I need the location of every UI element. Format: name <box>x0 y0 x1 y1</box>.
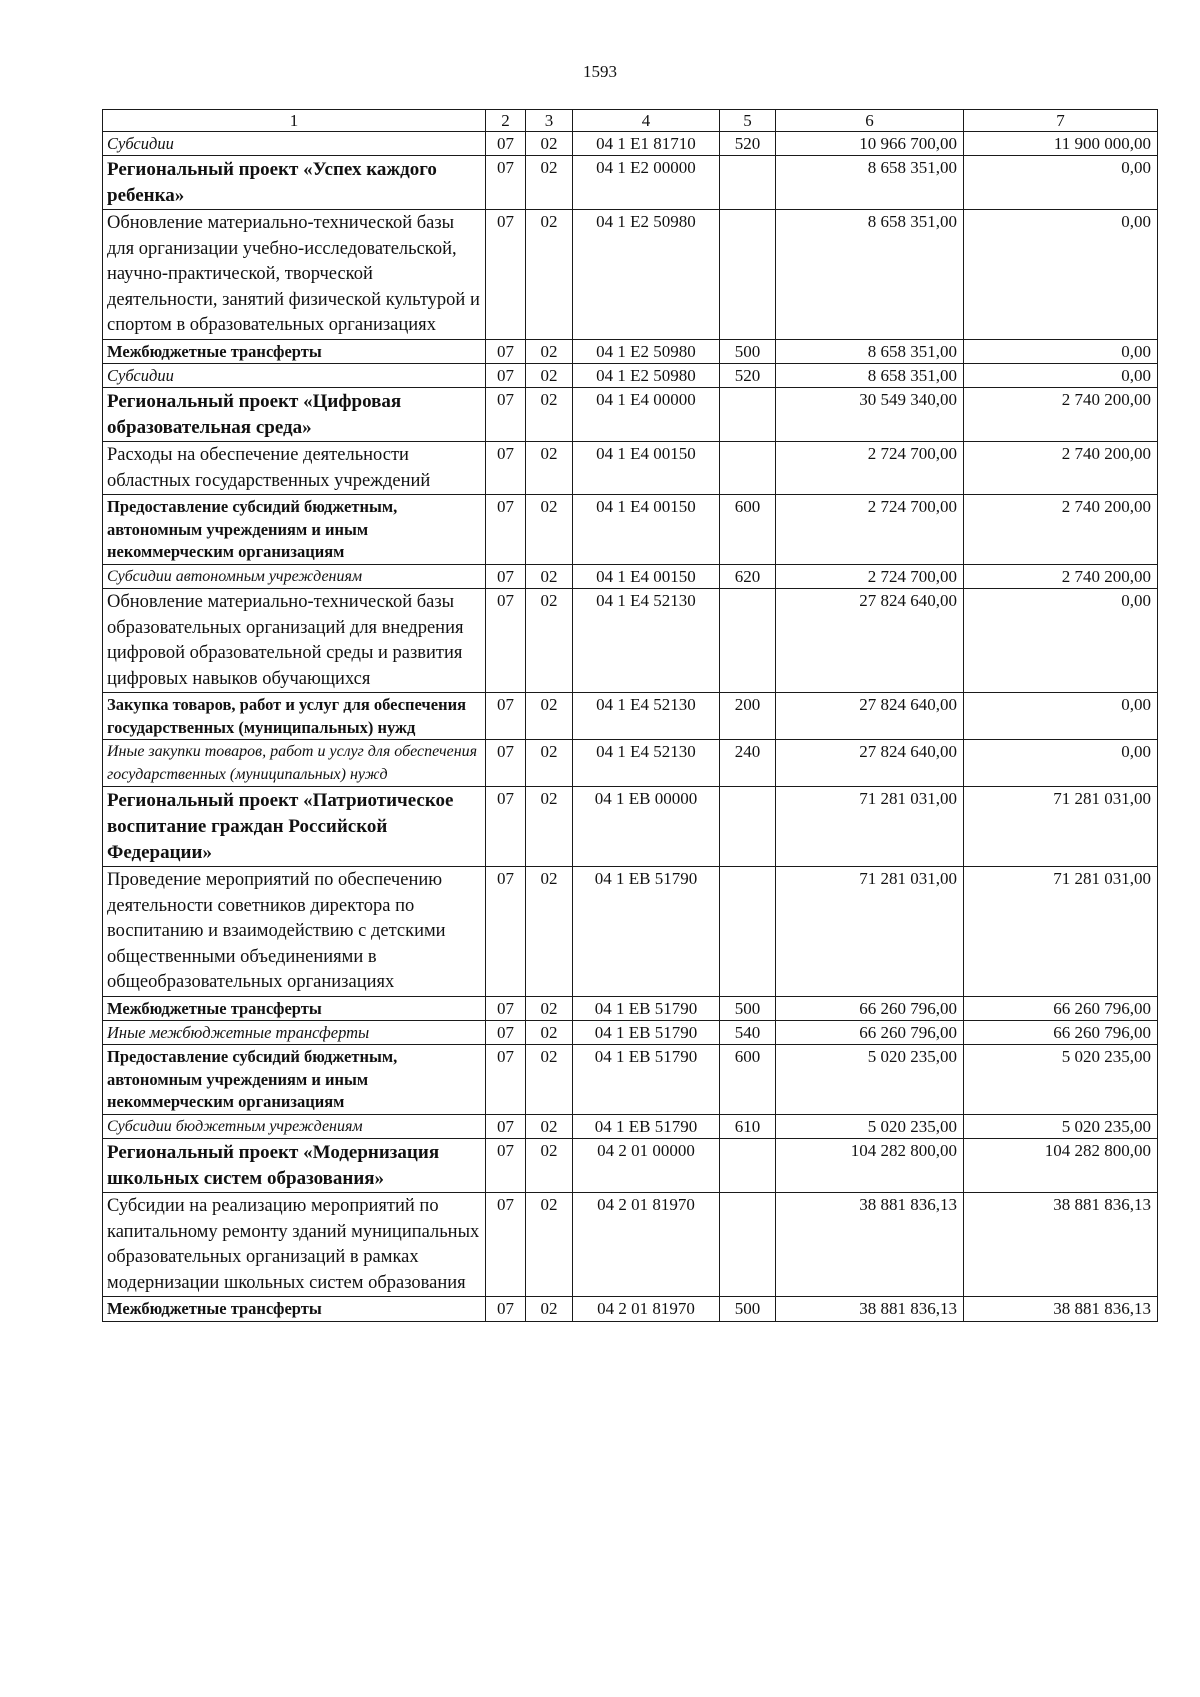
row-name: Межбюджетные трансферты <box>103 996 486 1021</box>
row-amount-year-1: 2 724 700,00 <box>776 564 964 589</box>
row-amount-year-2: 0,00 <box>964 210 1158 340</box>
row-section-code: 07 <box>486 210 526 340</box>
table-row <box>103 740 1158 787</box>
table-row <box>103 495 1158 565</box>
row-name: Межбюджетные трансферты <box>103 339 486 364</box>
row-subsection-code: 02 <box>526 210 573 340</box>
header-row <box>103 110 1158 132</box>
row-name: Иные межбюджетные трансферты <box>103 1021 486 1045</box>
row-subsection-code: 02 <box>526 442 573 495</box>
row-section-code: 07 <box>486 132 526 156</box>
row-target-article: 04 1 E2 50980 <box>573 210 720 340</box>
row-target-article: 04 1 EB 51790 <box>573 1045 720 1115</box>
row-section-code: 07 <box>486 442 526 495</box>
row-amount-year-1: 27 824 640,00 <box>776 589 964 693</box>
row-section-code: 07 <box>486 1045 526 1115</box>
row-target-article: 04 1 E4 00000 <box>573 388 720 442</box>
row-section-code: 07 <box>486 740 526 787</box>
row-amount-year-1: 27 824 640,00 <box>776 693 964 740</box>
row-name: Субсидии бюджетным учреждениям <box>103 1114 486 1139</box>
table-row <box>103 1297 1158 1322</box>
row-target-article: 04 1 E1 81710 <box>573 132 720 156</box>
table-row <box>103 1139 1158 1193</box>
table-row <box>103 787 1158 867</box>
table-row <box>103 442 1158 495</box>
row-target-article: 04 1 E2 50980 <box>573 339 720 364</box>
page-number: 1593 <box>583 62 617 81</box>
table-row <box>103 210 1158 340</box>
budget-table <box>102 109 1158 1322</box>
row-name: Межбюджетные трансферты <box>103 1297 486 1322</box>
row-subsection-code: 02 <box>526 132 573 156</box>
row-subsection-code: 02 <box>526 1193 573 1297</box>
row-subsection-code: 02 <box>526 339 573 364</box>
row-subsection-code: 02 <box>526 364 573 388</box>
row-expense-type: 240 <box>720 740 776 787</box>
row-target-article: 04 1 EB 51790 <box>573 996 720 1021</box>
row-subsection-code: 02 <box>526 787 573 867</box>
row-target-article: 04 1 EB 51790 <box>573 867 720 997</box>
row-expense-type: 520 <box>720 364 776 388</box>
row-expense-type: 200 <box>720 693 776 740</box>
row-expense-type: 500 <box>720 339 776 364</box>
row-target-article: 04 1 E4 52130 <box>573 740 720 787</box>
row-expense-type <box>720 156 776 210</box>
row-name: Проведение мероприятий по обеспечению деятельности советников директора по воспитанию и взаимодействию с детскими общественными объединениями в общеобразовательных организациях <box>103 867 486 997</box>
row-amount-year-2: 0,00 <box>964 156 1158 210</box>
table-row <box>103 996 1158 1021</box>
row-amount-year-2: 0,00 <box>964 339 1158 364</box>
row-amount-year-2: 38 881 836,13 <box>964 1297 1158 1322</box>
row-name: Субсидии <box>103 364 486 388</box>
row-subsection-code: 02 <box>526 693 573 740</box>
row-expense-type <box>720 1193 776 1297</box>
header-col-5: 5 <box>720 110 776 132</box>
row-amount-year-2: 2 740 200,00 <box>964 495 1158 565</box>
row-section-code: 07 <box>486 388 526 442</box>
row-name: Субсидии автономным учреждениям <box>103 564 486 589</box>
row-amount-year-2: 66 260 796,00 <box>964 996 1158 1021</box>
row-target-article: 04 2 01 81970 <box>573 1297 720 1322</box>
row-section-code: 07 <box>486 693 526 740</box>
row-amount-year-2: 5 020 235,00 <box>964 1114 1158 1139</box>
row-amount-year-2: 0,00 <box>964 740 1158 787</box>
row-amount-year-2: 2 740 200,00 <box>964 564 1158 589</box>
row-amount-year-1: 38 881 836,13 <box>776 1297 964 1322</box>
row-target-article: 04 1 E4 00150 <box>573 564 720 589</box>
row-amount-year-2: 0,00 <box>964 693 1158 740</box>
row-amount-year-1: 38 881 836,13 <box>776 1193 964 1297</box>
table-row <box>103 339 1158 364</box>
table-row <box>103 1193 1158 1297</box>
table-row <box>103 364 1158 388</box>
row-amount-year-2: 0,00 <box>964 364 1158 388</box>
row-amount-year-2: 66 260 796,00 <box>964 1021 1158 1045</box>
row-amount-year-1: 66 260 796,00 <box>776 996 964 1021</box>
header-col-2: 2 <box>486 110 526 132</box>
row-target-article: 04 1 E4 52130 <box>573 693 720 740</box>
row-expense-type <box>720 1139 776 1193</box>
row-expense-type <box>720 442 776 495</box>
table-row <box>103 589 1158 693</box>
row-subsection-code: 02 <box>526 1021 573 1045</box>
row-amount-year-2: 5 020 235,00 <box>964 1045 1158 1115</box>
row-target-article: 04 1 E4 52130 <box>573 589 720 693</box>
row-amount-year-2: 71 281 031,00 <box>964 867 1158 997</box>
row-name: Расходы на обеспечение деятельности областных государственных учреждений <box>103 442 486 495</box>
row-name: Региональный проект «Цифровая образовательная среда» <box>103 388 486 442</box>
row-name: Субсидии на реализацию мероприятий по капитальному ремонту зданий муниципальных образовательных организаций в рамках модернизации школьных систем образования <box>103 1193 486 1297</box>
table-row <box>103 388 1158 442</box>
row-subsection-code: 02 <box>526 1045 573 1115</box>
header-col-4: 4 <box>573 110 720 132</box>
row-target-article: 04 1 EB 51790 <box>573 1114 720 1139</box>
row-section-code: 07 <box>486 589 526 693</box>
row-subsection-code: 02 <box>526 740 573 787</box>
row-name: Обновление материально-технической базы образовательных организаций для внедрения цифровой образовательной среды и развития цифровых навыков обучающихся <box>103 589 486 693</box>
row-target-article: 04 1 EB 00000 <box>573 787 720 867</box>
row-subsection-code: 02 <box>526 1114 573 1139</box>
row-amount-year-2: 0,00 <box>964 589 1158 693</box>
row-name: Региональный проект «Патриотическое воспитание граждан Российской Федерации» <box>103 787 486 867</box>
table-row <box>103 1021 1158 1045</box>
row-amount-year-1: 71 281 031,00 <box>776 787 964 867</box>
row-amount-year-2: 11 900 000,00 <box>964 132 1158 156</box>
table-row <box>103 156 1158 210</box>
header-col-1: 1 <box>103 110 486 132</box>
row-amount-year-2: 2 740 200,00 <box>964 388 1158 442</box>
row-amount-year-1: 10 966 700,00 <box>776 132 964 156</box>
row-amount-year-1: 2 724 700,00 <box>776 442 964 495</box>
row-amount-year-1: 30 549 340,00 <box>776 388 964 442</box>
row-expense-type: 540 <box>720 1021 776 1045</box>
row-amount-year-2: 71 281 031,00 <box>964 787 1158 867</box>
row-expense-type: 610 <box>720 1114 776 1139</box>
row-subsection-code: 02 <box>526 156 573 210</box>
row-section-code: 07 <box>486 339 526 364</box>
table-row <box>103 1045 1158 1115</box>
row-amount-year-1: 104 282 800,00 <box>776 1139 964 1193</box>
row-amount-year-1: 27 824 640,00 <box>776 740 964 787</box>
row-subsection-code: 02 <box>526 1297 573 1322</box>
row-amount-year-1: 66 260 796,00 <box>776 1021 964 1045</box>
row-amount-year-2: 38 881 836,13 <box>964 1193 1158 1297</box>
row-amount-year-1: 8 658 351,00 <box>776 210 964 340</box>
row-target-article: 04 1 E2 50980 <box>573 364 720 388</box>
row-target-article: 04 1 E2 00000 <box>573 156 720 210</box>
row-expense-type: 620 <box>720 564 776 589</box>
row-section-code: 07 <box>486 1139 526 1193</box>
row-name: Обновление материально-технической базы для организации учебно-исследовательской, научно-практической, творческой деятельности, занятий физической культурой и спортом в образовательных организациях <box>103 210 486 340</box>
row-target-article: 04 1 E4 00150 <box>573 442 720 495</box>
row-section-code: 07 <box>486 867 526 997</box>
row-section-code: 07 <box>486 1297 526 1322</box>
header-col-3: 3 <box>526 110 573 132</box>
row-section-code: 07 <box>486 1021 526 1045</box>
row-expense-type <box>720 210 776 340</box>
row-target-article: 04 2 01 81970 <box>573 1193 720 1297</box>
row-amount-year-1: 8 658 351,00 <box>776 156 964 210</box>
row-section-code: 07 <box>486 564 526 589</box>
row-expense-type: 520 <box>720 132 776 156</box>
row-amount-year-1: 5 020 235,00 <box>776 1045 964 1115</box>
row-name: Предоставление субсидий бюджетным, автономным учреждениям и иным некоммерческим организациям <box>103 495 486 565</box>
row-expense-type: 500 <box>720 996 776 1021</box>
header-col-6: 6 <box>776 110 964 132</box>
row-section-code: 07 <box>486 996 526 1021</box>
table-row <box>103 867 1158 997</box>
row-expense-type: 500 <box>720 1297 776 1322</box>
row-expense-type <box>720 589 776 693</box>
row-section-code: 07 <box>486 495 526 565</box>
row-name: Иные закупки товаров, работ и услуг для обеспечения государственных (муниципальных) нужд <box>103 740 486 787</box>
row-expense-type <box>720 867 776 997</box>
table-row <box>103 564 1158 589</box>
row-section-code: 07 <box>486 156 526 210</box>
table-row <box>103 132 1158 156</box>
row-expense-type: 600 <box>720 495 776 565</box>
row-amount-year-1: 8 658 351,00 <box>776 339 964 364</box>
row-amount-year-2: 2 740 200,00 <box>964 442 1158 495</box>
row-subsection-code: 02 <box>526 589 573 693</box>
row-name: Региональный проект «Модернизация школьных систем образования» <box>103 1139 486 1193</box>
table-row <box>103 1114 1158 1139</box>
row-section-code: 07 <box>486 1114 526 1139</box>
row-subsection-code: 02 <box>526 495 573 565</box>
row-name: Субсидии <box>103 132 486 156</box>
row-subsection-code: 02 <box>526 564 573 589</box>
row-expense-type <box>720 388 776 442</box>
row-subsection-code: 02 <box>526 867 573 997</box>
row-section-code: 07 <box>486 787 526 867</box>
row-expense-type: 600 <box>720 1045 776 1115</box>
row-amount-year-1: 71 281 031,00 <box>776 867 964 997</box>
header-col-7: 7 <box>964 110 1158 132</box>
row-subsection-code: 02 <box>526 1139 573 1193</box>
row-name: Региональный проект «Успех каждого ребенка» <box>103 156 486 210</box>
row-section-code: 07 <box>486 364 526 388</box>
row-subsection-code: 02 <box>526 388 573 442</box>
row-amount-year-1: 5 020 235,00 <box>776 1114 964 1139</box>
row-target-article: 04 1 EB 51790 <box>573 1021 720 1045</box>
row-name: Предоставление субсидий бюджетным, автономным учреждениям и иным некоммерческим организациям <box>103 1045 486 1115</box>
row-expense-type <box>720 787 776 867</box>
row-amount-year-2: 104 282 800,00 <box>964 1139 1158 1193</box>
row-subsection-code: 02 <box>526 996 573 1021</box>
table-row <box>103 693 1158 740</box>
row-amount-year-1: 2 724 700,00 <box>776 495 964 565</box>
row-name: Закупка товаров, работ и услуг для обеспечения государственных (муниципальных) нужд <box>103 693 486 740</box>
row-amount-year-1: 8 658 351,00 <box>776 364 964 388</box>
row-section-code: 07 <box>486 1193 526 1297</box>
table-body <box>103 132 1158 1322</box>
row-target-article: 04 1 E4 00150 <box>573 495 720 565</box>
row-target-article: 04 2 01 00000 <box>573 1139 720 1193</box>
